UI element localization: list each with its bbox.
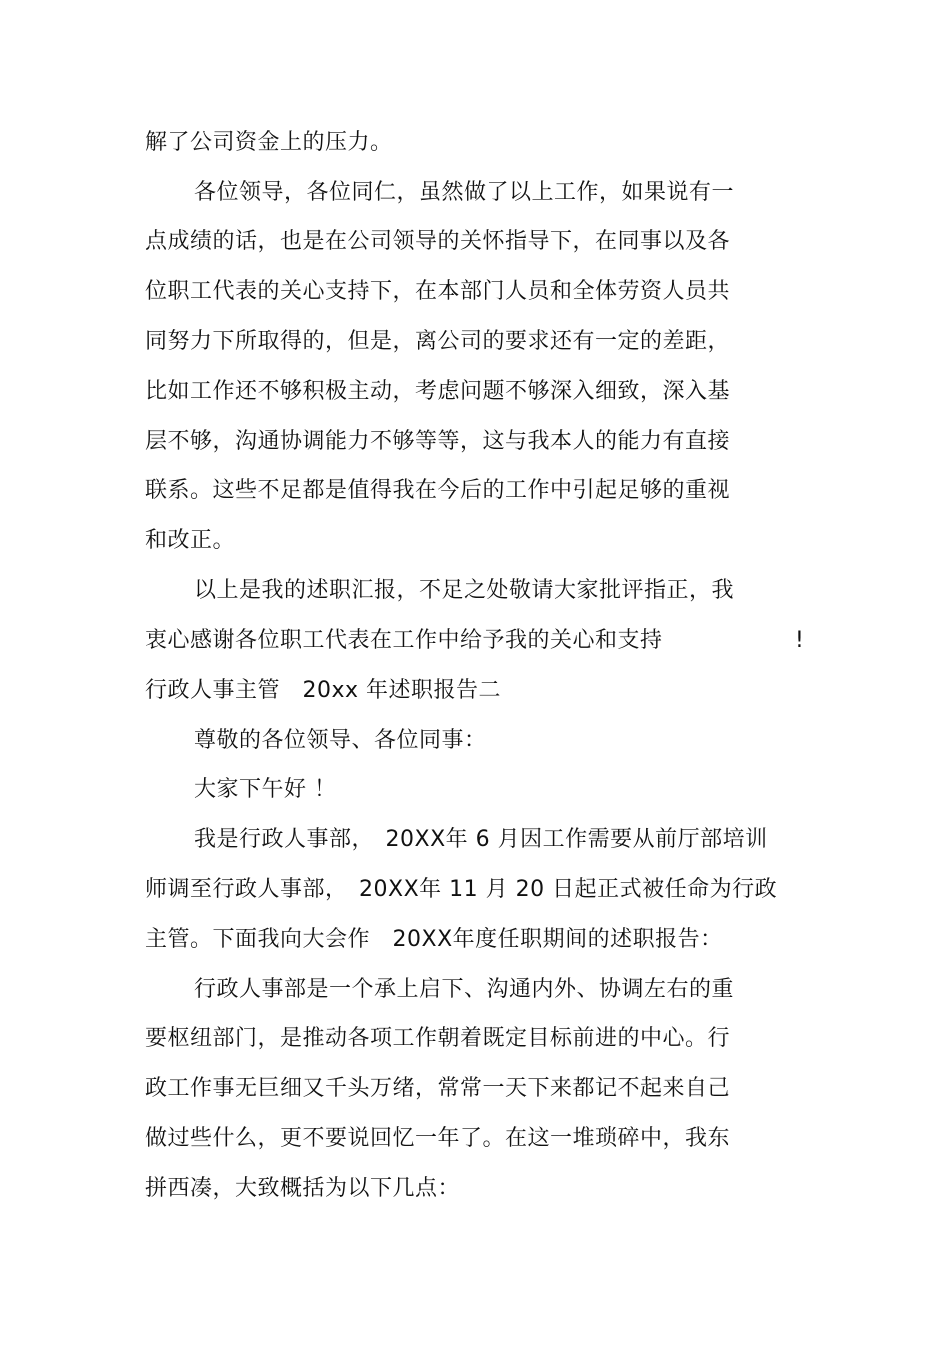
text-line: 层不够，沟通协调能力不够等等，这与我本人的能力有直接	[145, 429, 731, 454]
text-line: 我是行政人事部， 20XX年 6 月因工作需要从前厅部培训	[194, 827, 768, 852]
section-title: 行政人事主管 20xx 年述职报告二	[145, 678, 502, 703]
text-line: 以上是我的述职汇报，不足之处敬请大家批评指正，我	[194, 578, 735, 603]
exclamation-mark: !	[795, 628, 804, 653]
greeting: 大家下午好 ！	[194, 777, 337, 802]
text-line: 联系。这些不足都是值得我在今后的工作中引起足够的重视	[145, 478, 731, 503]
text-line: 衷心感谢各位职工代表在工作中给予我的关心和支持	[145, 628, 663, 653]
text-line: 解了公司资金上的压力。	[145, 130, 393, 155]
text-line: 做过些什么，更不要说回忆一年了。在这一堆琐碎中，我东	[145, 1126, 731, 1151]
text-line: 点成绩的话，也是在公司领导的关怀指导下，在同事以及各	[145, 229, 731, 254]
text-line: 行政人事部是一个承上启下、沟通内外、协调左右的重	[194, 977, 735, 1002]
text-line: 师调至行政人事部， 20XX年 11 月 20 日起正式被任命为行政	[145, 877, 778, 902]
text-line: 要枢纽部门，是推动各项工作朝着既定目标前进的中心。行	[145, 1026, 731, 1051]
text-line: 和改正。	[145, 528, 236, 553]
text-line: 拼西凑，大致概括为以下几点：	[145, 1176, 461, 1201]
text-line: 政工作事无巨细又千头万绪，常常一天下来都记不起来自己	[145, 1076, 731, 1101]
text-line: 比如工作还不够积极主动，考虑问题不够深入细致，深入基	[145, 379, 731, 404]
text-line: 位职工代表的关心支持下，在本部门人员和全体劳资人员共	[145, 279, 731, 304]
text-line: 主管。下面我向大会作 20XX年度任职期间的述职报告：	[145, 927, 723, 952]
text-line: 同努力下所取得的，但是，离公司的要求还有一定的差距，	[145, 329, 731, 354]
salutation: 尊敬的各位领导、各位同事：	[194, 728, 487, 753]
text-line: 各位领导，各位同仁，虽然做了以上工作，如果说有一	[194, 180, 735, 205]
